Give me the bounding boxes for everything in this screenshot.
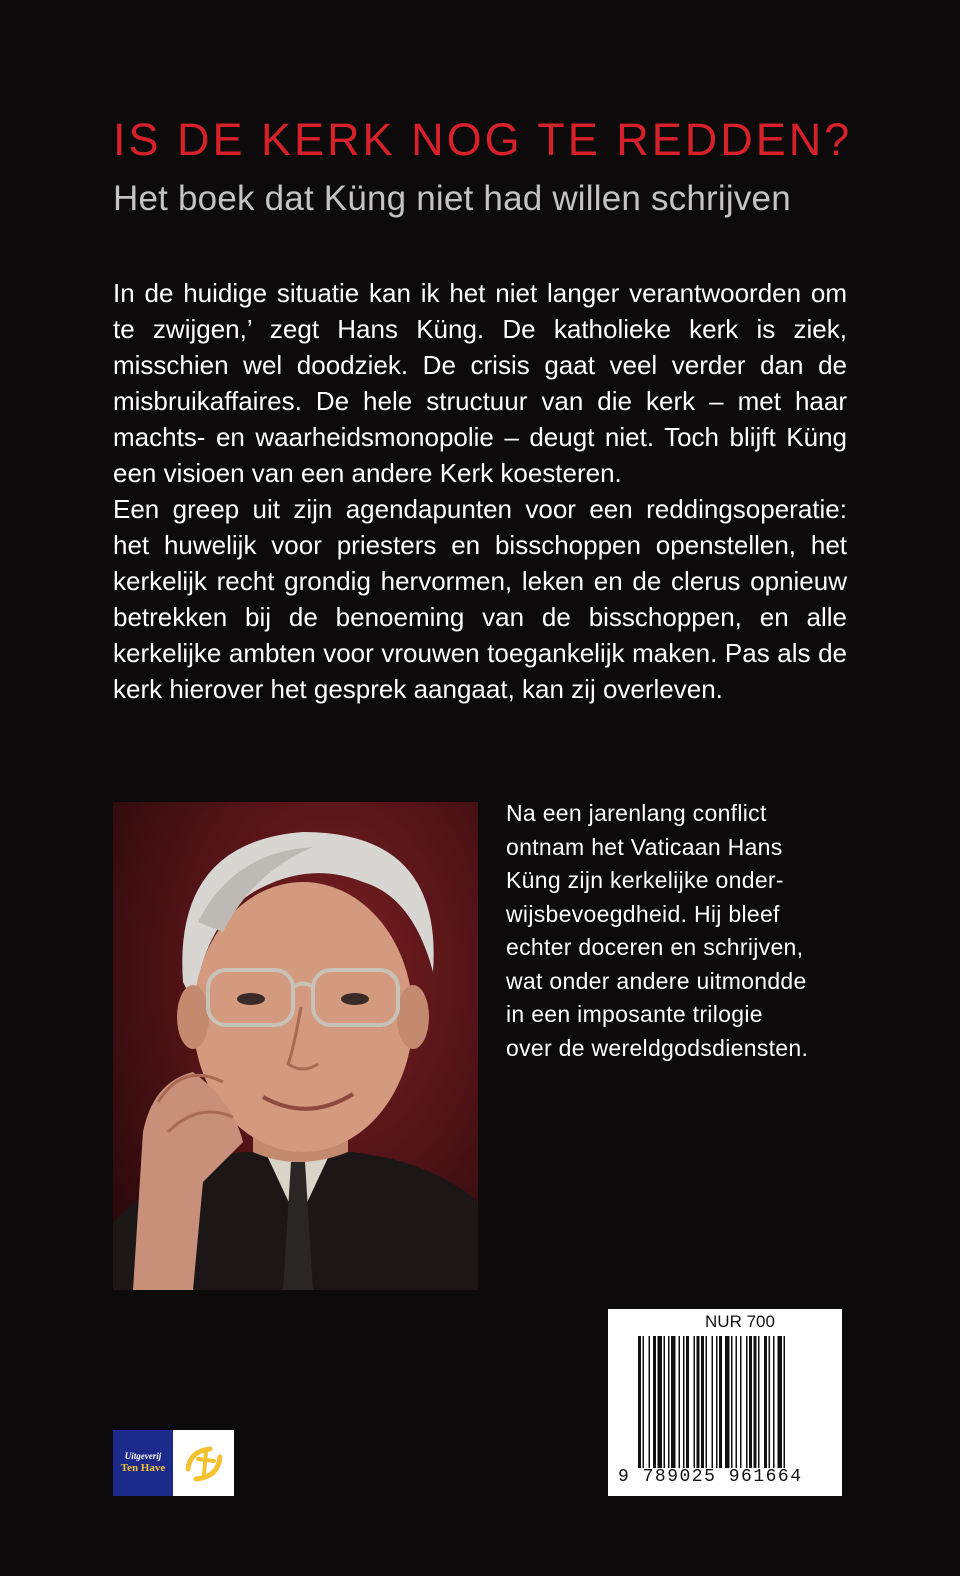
barcode-bar [658,1336,663,1468]
barcode-bar [773,1336,775,1468]
author-bio [506,797,851,1065]
blurb-text [113,275,847,707]
publisher-line-2: Ten Have [120,1462,166,1474]
barcode-bar [649,1336,651,1468]
barcode-bar [683,1336,685,1468]
bio-line: Na een jarenlang conflict [506,800,767,826]
barcode-bars [638,1336,828,1468]
barcode-bar [740,1336,742,1468]
isbn-digits: 9 789025 961664 [618,1467,803,1487]
barcode-bar [731,1336,733,1468]
barcode-bar [638,1336,641,1468]
barcode-bar [736,1336,738,1468]
barcode-bar [701,1336,704,1468]
bio-line: wijsbevoegdheid. Hij bleef [506,900,780,927]
publisher-logo [113,1430,234,1496]
barcode-bar [746,1336,748,1468]
author-portrait [113,802,478,1290]
barcode-bar [716,1336,718,1468]
barcode-bar [778,1336,783,1468]
publisher-line-1: Uitgeverij [124,1451,162,1461]
isbn-barcode [608,1309,842,1496]
barcode-bar [725,1336,730,1468]
nur-code: NUR 700 [705,1312,775,1331]
subtitle: Het boek dat Küng niet had willen schrijven [113,179,791,218]
barcode-bar [769,1336,771,1468]
barcode-bar [754,1336,757,1468]
bio-line: echter doceren en schrijven, [506,934,804,960]
barcode-bar [764,1336,767,1468]
barcode-bar [653,1336,656,1468]
barcode-bar [719,1336,722,1468]
bio-line: over de wereldgodsdiensten. [506,1034,809,1061]
author-portrait-illustration [113,802,478,1290]
barcode-bar [671,1336,676,1468]
blurb-paragraph-2: Een greep uit zijn agendapunten voor een reddingsoperatie: het huwelijk voor priesters en bisschoppen openstellen, het kerkelijk recht grondig hervormen, leken en de clerus opnieuw betrekken bij de benoeming van de bisschoppen, en alle kerkelijke ambten voor vrouwen toegankelijk maken. Pas als de kerk hierover het gesprek aangaat, kan zij overleven. [113,494,847,704]
blurb-paragraph-1: In de huidige situatie kan ik het niet langer verantwoorden om te zwijgen,’ zegt Hans Küng. De katholieke kerk is ziek, misschien wel doodziek. De crisis gaat veel verder dan de misbruikaffaires. De hele structuur van die kerk – met haar machts- en waarheidsmonopolie – deugt niet. Toch blijft Küng een visioen van een andere Kerk koesteren. [113,278,847,488]
barcode-bar [784,1336,786,1468]
bio-line: ontnam het Vaticaan Hans [506,833,783,860]
headline: IS DE KERK NOG TE REDDEN? [113,114,853,165]
barcode-bar [758,1336,760,1468]
bio-line: Küng zijn kerkelijke onder- [506,867,784,893]
barcode-bar [749,1336,752,1468]
barcode-bar [686,1336,689,1468]
barcode-bar [679,1336,681,1468]
barcode-bar [668,1336,670,1468]
publisher-emblem-icon [173,1430,234,1496]
bio-line: in een imposante trilogie [506,1001,763,1027]
barcode-bar [664,1336,666,1468]
barcode-bar [697,1336,700,1468]
barcode-bar [706,1336,708,1468]
publisher-name-block [113,1430,173,1496]
barcode-bar [712,1336,714,1468]
barcode-bar [643,1336,645,1468]
bio-line: wat onder andere uitmondde [506,967,807,994]
barcode-bar [694,1336,696,1468]
